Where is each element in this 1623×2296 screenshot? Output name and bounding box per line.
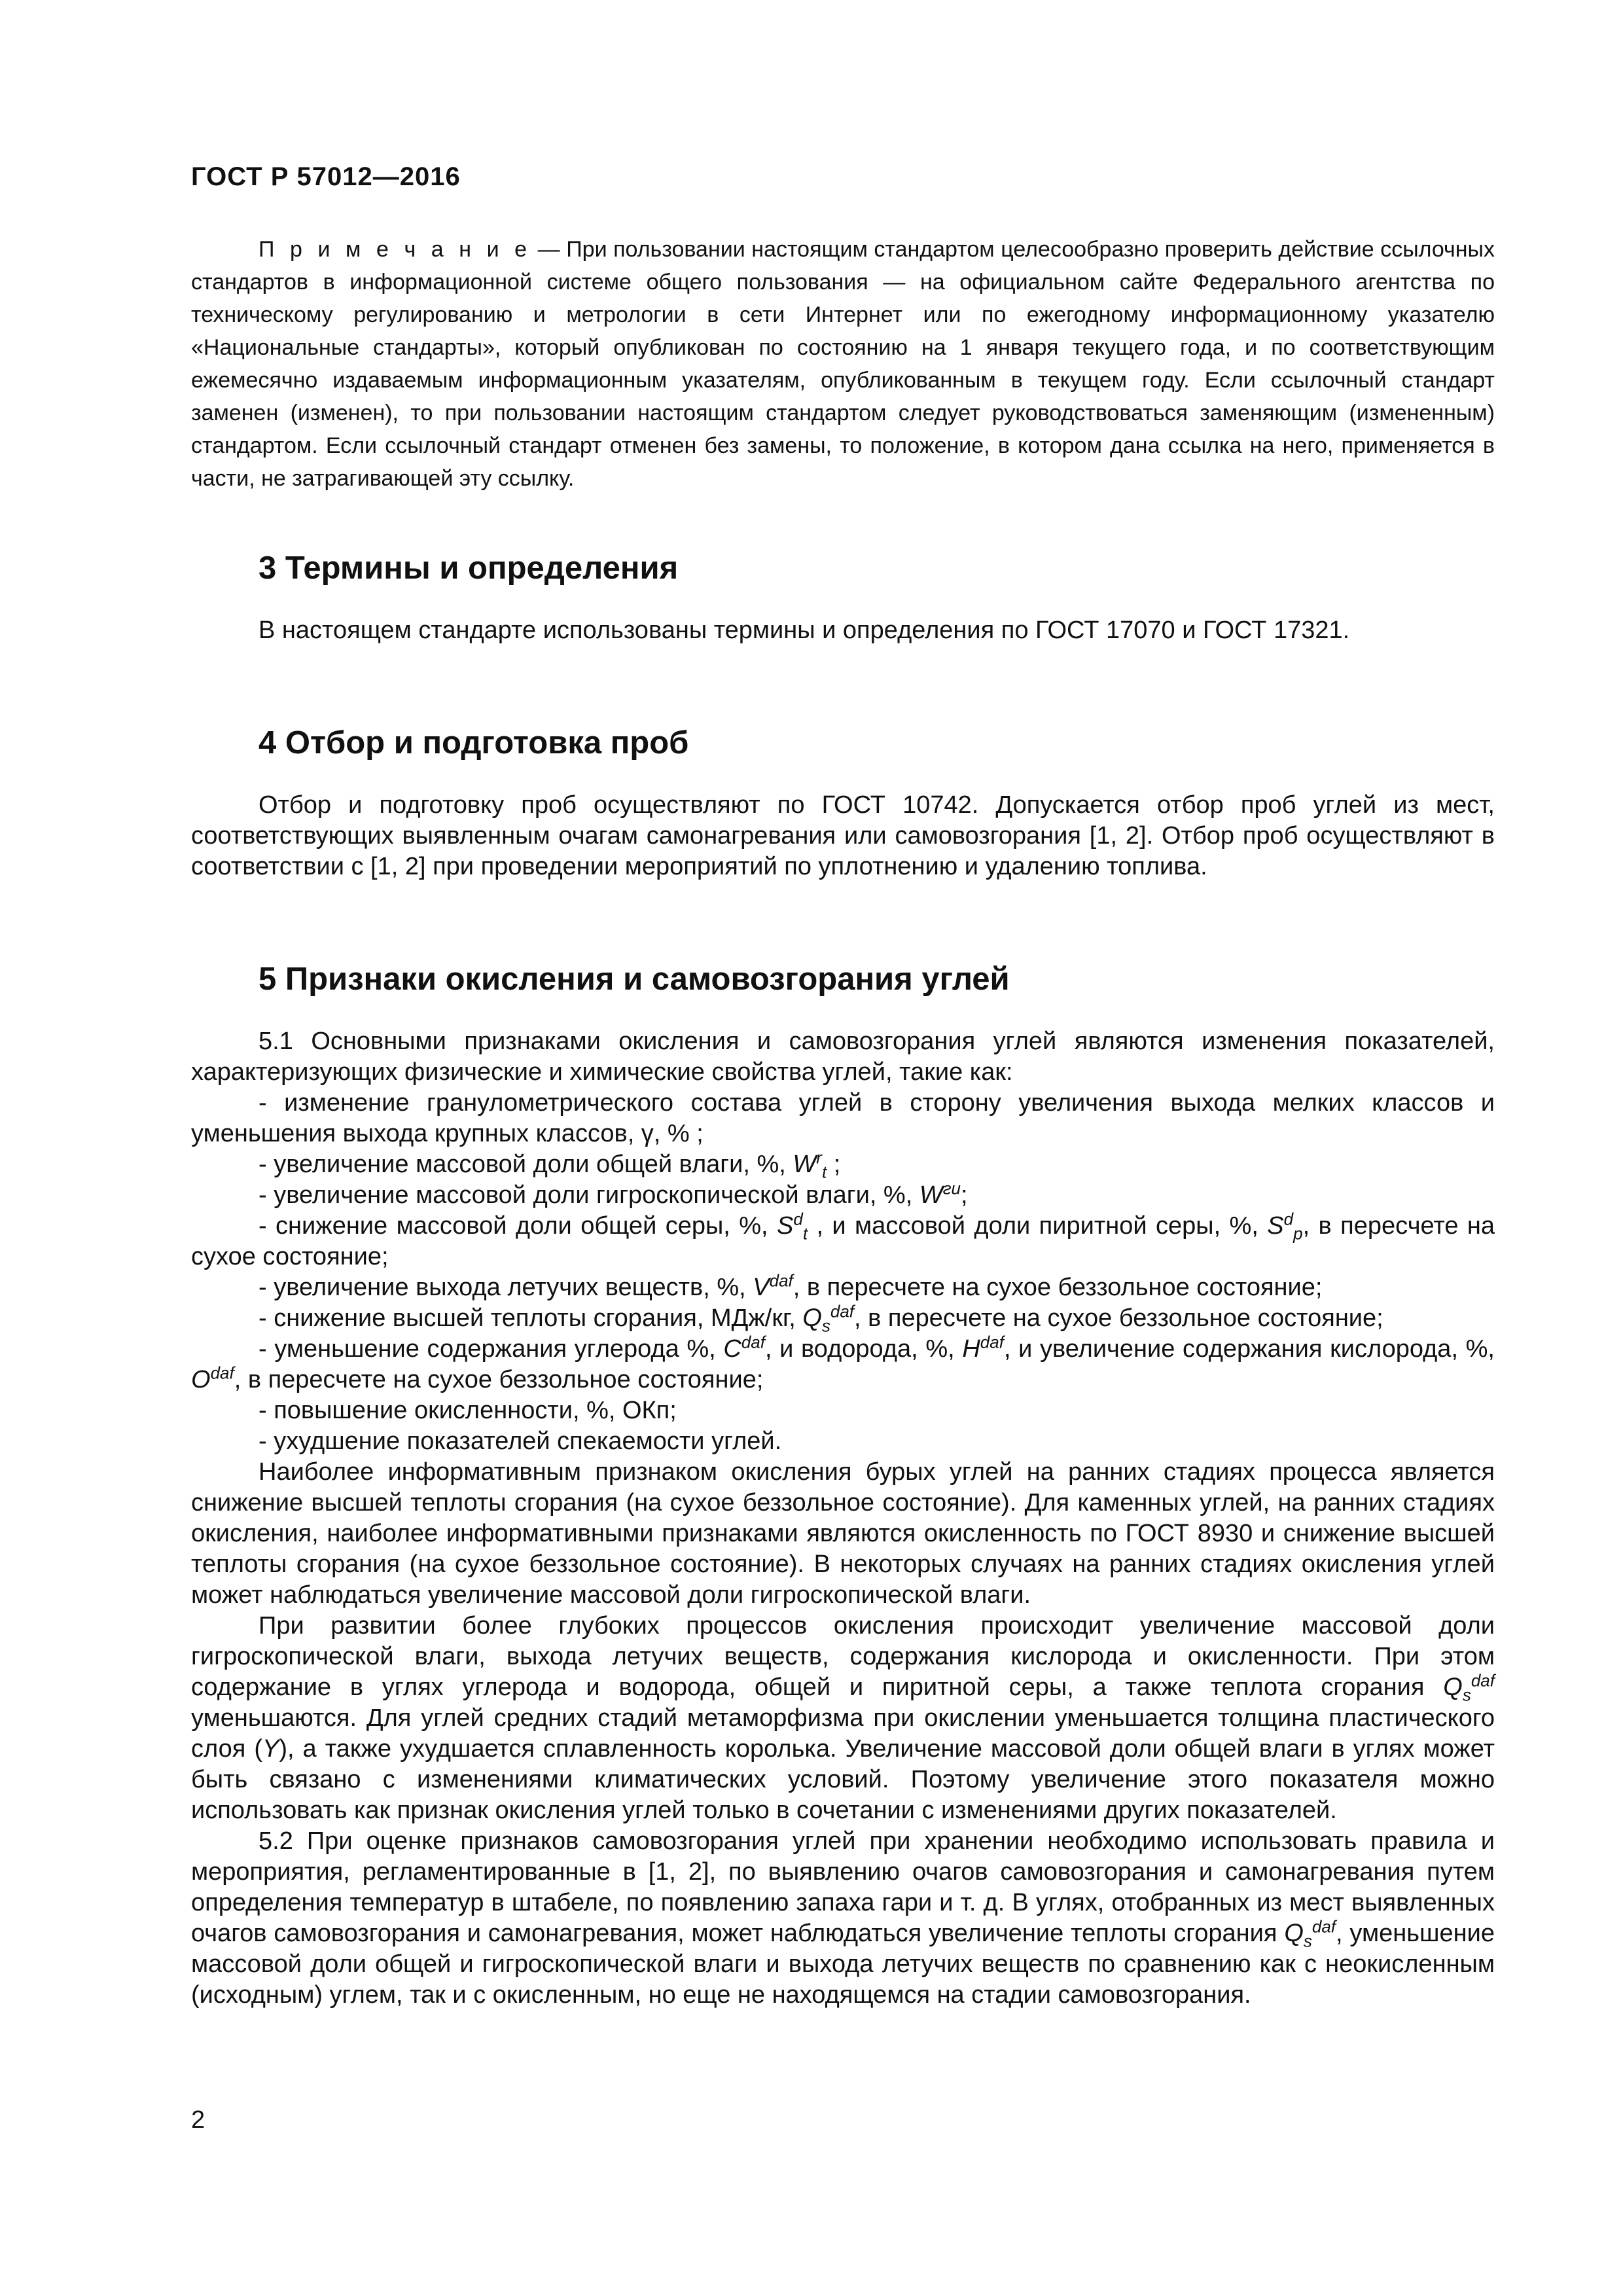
formula-symbol: Q: [1284, 1920, 1304, 1947]
list-item-text: - увеличение массовой доли гигроскопической влаги, %,: [259, 1181, 919, 1209]
list-item: [191, 1211, 1495, 1272]
formula-symbol: C: [723, 1335, 741, 1363]
formula-superscript: daf: [980, 1332, 1004, 1352]
paragraph-text: ), а также ухудшается сплавленность королька. Увеличение массовой доли общей влаги в углях может быть связано с изменениями климатических условий. Поэтому увеличение этого показателя можно использовать как признак окисления углей только в сочетании с изменениями других показателей.: [191, 1735, 1495, 1824]
formula-superscript: d: [1283, 1209, 1294, 1229]
formula-subscript: t: [802, 1223, 808, 1244]
list-item: - изменение гранулометрического состава углей в сторону увеличения выхода мелких классов и уменьшения выхода крупных классов, γ, % ;: [191, 1089, 1495, 1147]
formula-symbol: Q: [1443, 1674, 1463, 1701]
paragraph-text: уменьшаются. Для углей средних стадий метаморфизма при окислении уменьшается толщина пластического слоя (: [191, 1704, 1495, 1763]
paragraph-informative: Наиболее информативным признаком окисления бурых углей на ранних стадиях процесса является снижение высшей теплоты сгорания (на сухое беззольное состояние). Для каменных углей, на ранних стадиях окисления, наиболее информативными признаками являются окисленность по ГОСТ 8930 и снижение высшей теплоты сгорания (на сухое беззольное состояние). В некоторых случаях на ранних стадиях окисления углей может наблюдаться увеличение массовой доли гигроскопической влаги.: [191, 1458, 1495, 1609]
clause-5-2: [191, 1826, 1495, 2011]
formula-symbol: O: [191, 1366, 211, 1393]
formula-symbol: S: [1267, 1212, 1284, 1240]
list-item-text: , в пересчете на сухое беззольное состояние;: [854, 1304, 1383, 1332]
formula-subscript: s: [1462, 1685, 1471, 1705]
list-item: - повышение окисленности, %, ОКп;: [259, 1397, 677, 1424]
list-item: [191, 1303, 1495, 1334]
note-paragraph: [191, 233, 1495, 495]
formula-subscript: t: [821, 1162, 827, 1182]
page-content: [191, 233, 1495, 2011]
section-3-text: В настоящем стандарте использованы термины и определения по ГОСТ 17070 и ГОСТ 17321.: [259, 617, 1350, 644]
section-4-title: 4 Отбор и подготовка проб: [259, 725, 689, 761]
formula-subscript: s: [1303, 1931, 1312, 1951]
list-item: [191, 1149, 1495, 1180]
formula-superscript: daf: [1311, 1916, 1336, 1937]
document-header: ГОСТ Р 57012—2016: [191, 162, 461, 191]
list-item-text: - снижение массовой доли общей серы, %,: [259, 1212, 777, 1240]
formula-superscript: daf: [210, 1363, 234, 1383]
formula-symbol: V: [753, 1274, 770, 1301]
list-item-text: - увеличение массовой доли общей влаги, %,: [259, 1151, 793, 1178]
list-item-text: - уменьшение содержания углерода %,: [259, 1335, 724, 1363]
formula-subscript: s: [821, 1316, 830, 1336]
formula-superscript: daf: [830, 1301, 855, 1321]
list-item-text: ;: [961, 1181, 968, 1209]
formula-symbol: H: [962, 1335, 980, 1363]
paragraph-deep-oxidation: [191, 1611, 1495, 1826]
formula-symbol: W: [793, 1151, 817, 1178]
formula-superscript: r: [816, 1147, 822, 1168]
list-item-text: , и водорода, %,: [764, 1335, 963, 1363]
formula-symbol: W: [919, 1181, 943, 1209]
section-3-title: 3 Термины и определения: [259, 550, 679, 586]
list-item: [191, 1180, 1495, 1211]
list-item-text: , в пересчете на сухое беззольное состояние;: [793, 1274, 1323, 1301]
formula-subscript: p: [1293, 1223, 1303, 1244]
list-item-text: , и увеличение содержания кислорода, %,: [1003, 1335, 1495, 1363]
list-item-text: ;: [827, 1151, 841, 1178]
paragraph-text: , уменьшение массовой доли общей и гигроскопической влаги и выхода летучих веществ по сравнению как с неокисленным (исходным) углем, так и с окисленным, но еще не находящемся на стадии самовозгорания.: [191, 1920, 1495, 2009]
paragraph-text: 5.2 При оценке признаков самовозгорания углей при хранении необходимо использовать правила и мероприятия, регламентированные в [1, 2], по выявлению очагов самовозгорания и самонагревания путем определения температур в штабеле, по появлению запаха гари и т. д. В углях, отобранных из мест выявленных очагов самовозгорания и самонагревания, может наблюдаться увеличение теплоты сгорания: [191, 1827, 1495, 1947]
list-item-text: - увеличение выхода летучих веществ, %,: [259, 1274, 753, 1301]
page-number: 2: [191, 2106, 205, 2134]
formula-symbol: Q: [802, 1304, 822, 1332]
clause-5-1-intro: 5.1 Основными признаками окисления и самовозгорания углей являются изменения показателей, характеризующих физические и химические свойства углей, такие как:: [191, 1028, 1495, 1086]
section-5-title: 5 Признаки окисления и самовозгорания углей: [259, 961, 1010, 997]
section-4-text: Отбор и подготовку проб осуществляют по ГОСТ 10742. Допускается отбор проб углей из мест, соответствующих выявленным очагам самонагревания или самовозгорания [1, 2]. Отбор проб осуществляют в соответствии с [1, 2] при проведении мероприятий по уплотнению и удалению топлива.: [191, 791, 1495, 880]
formula-superscript: d: [793, 1209, 803, 1229]
list-item-text: , в пересчете на сухое состояние;: [191, 1212, 1495, 1270]
formula-superscript: daf: [1471, 1670, 1495, 1691]
list-item: [191, 1272, 1495, 1303]
list-item: [191, 1334, 1495, 1395]
formula-superscript: daf: [741, 1332, 765, 1352]
list-item-text: , и массовой доли пиритной серы, %,: [808, 1212, 1268, 1240]
list-item: - ухудшение показателей спекаемости углей.: [259, 1427, 782, 1455]
formula-superscript: ги: [942, 1178, 961, 1198]
note-text: — При пользовании настоящим стандартом целесообразно проверить действие ссылочных стандартов в информационной системе общего пользования — на официальном сайте Федерального агентства по техническому регулированию и метрологии в сети Интернет или по ежегодному информационному указателю «Национальные стандарты», который опубликован по состоянию на 1 января текущего года, и по соответствующим ежемесячно издаваемым информационным указателям, опубликованным в текущем году. Если ссылочный стандарт заменен (изменен), то при пользовании настоящим стандартом следует руководствоваться заменяющим (измененным) стандартом. Если ссылочный стандарт отменен без замены, то положение, в котором дана ссылка на него, применяется в части, не затрагивающей эту ссылку.: [191, 237, 1495, 491]
paragraph-text: При развитии более глубоких процессов окисления происходит увеличение массовой доли гигроскопической влаги, выхода летучих веществ, содержания кислорода и окисленности. При этом содержание в углях углерода и водорода, общей и пиритной серы, а также теплота сгорания: [191, 1612, 1495, 1701]
note-label: П р и м е ч а н и е: [259, 237, 532, 262]
list-item-text: , в пересчете на сухое беззольное состояние;: [234, 1366, 764, 1393]
formula-symbol: S: [777, 1212, 794, 1240]
formula-superscript: daf: [769, 1270, 793, 1291]
formula-symbol: Y: [262, 1735, 279, 1763]
list-item-text: - снижение высшей теплоты сгорания, МДж/кг,: [259, 1304, 803, 1332]
